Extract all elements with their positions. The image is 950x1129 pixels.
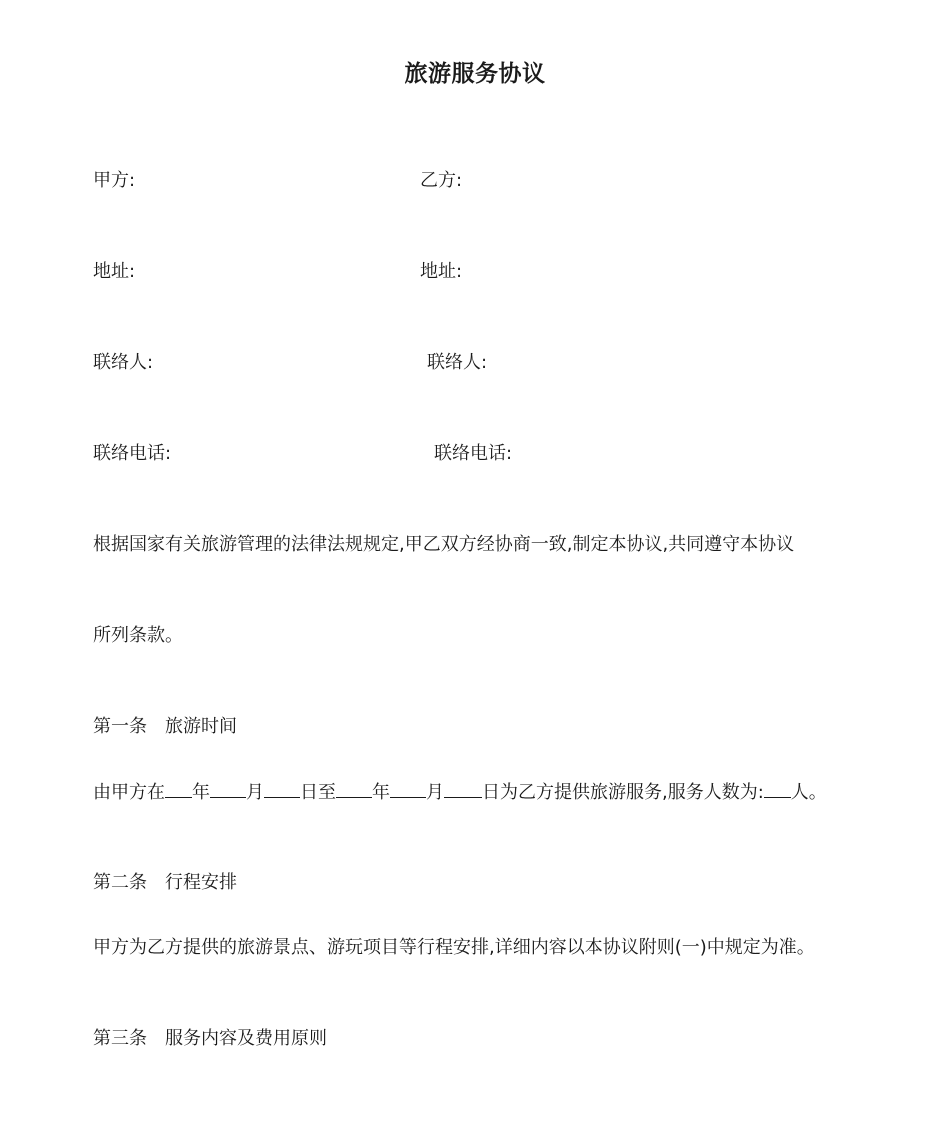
preamble-line-2: 所列条款。 (93, 625, 183, 646)
article-3-number: 第三条 (93, 1028, 147, 1049)
blank-end-year[interactable] (336, 779, 372, 798)
party-b-address-label: 地址: (420, 261, 463, 282)
party-a-phone-label: 联络电话: (93, 443, 172, 464)
article-2-heading (93, 870, 237, 896)
article-2-title: 行程安排 (165, 872, 237, 893)
article-1-text-2: 年 (192, 782, 210, 803)
article-2-body: 甲方为乙方提供的旅游景点、游玩项目等行程安排,详细内容以本协议附则(一)中规定为准。 (93, 937, 815, 958)
party-b-contact-label: 联络人: (427, 352, 488, 373)
document-title: 旅游服务协议 (404, 61, 546, 87)
article-1-text-1: 由甲方在 (93, 782, 165, 803)
blank-end-month[interactable] (390, 779, 426, 798)
blank-headcount[interactable] (764, 779, 791, 798)
blank-start-day[interactable] (264, 779, 300, 798)
article-1-title: 旅游时间 (165, 716, 237, 737)
article-1-body (93, 779, 827, 806)
blank-start-year[interactable] (165, 779, 192, 798)
article-3-heading (93, 1026, 327, 1052)
article-3-title: 服务内容及费用原则 (165, 1028, 327, 1049)
party-b-name-label: 乙方: (420, 170, 463, 191)
article-2-number: 第二条 (93, 872, 147, 893)
article-1-text-8: 人。 (790, 782, 827, 803)
article-1-text-7: 日为乙方提供旅游服务,服务人数为: (482, 782, 764, 803)
party-b-phone-label: 联络电话: (434, 443, 513, 464)
party-a-name-label: 甲方: (93, 170, 136, 191)
party-a-contact-label: 联络人: (93, 352, 154, 373)
blank-end-day[interactable] (444, 779, 482, 798)
blank-start-month[interactable] (210, 779, 246, 798)
article-1-heading (93, 714, 237, 740)
article-1-text-5: 年 (372, 782, 390, 803)
preamble-line-1: 根据国家有关旅游管理的法律法规规定,甲乙双方经协商一致,制定本协议,共同遵守本协议 (93, 534, 795, 555)
article-1-text-3: 月 (246, 782, 264, 803)
party-a-address-label: 地址: (93, 261, 136, 282)
article-1-number: 第一条 (93, 716, 147, 737)
article-1-text-4: 日至 (300, 782, 336, 803)
article-1-text-6: 月 (426, 782, 444, 803)
